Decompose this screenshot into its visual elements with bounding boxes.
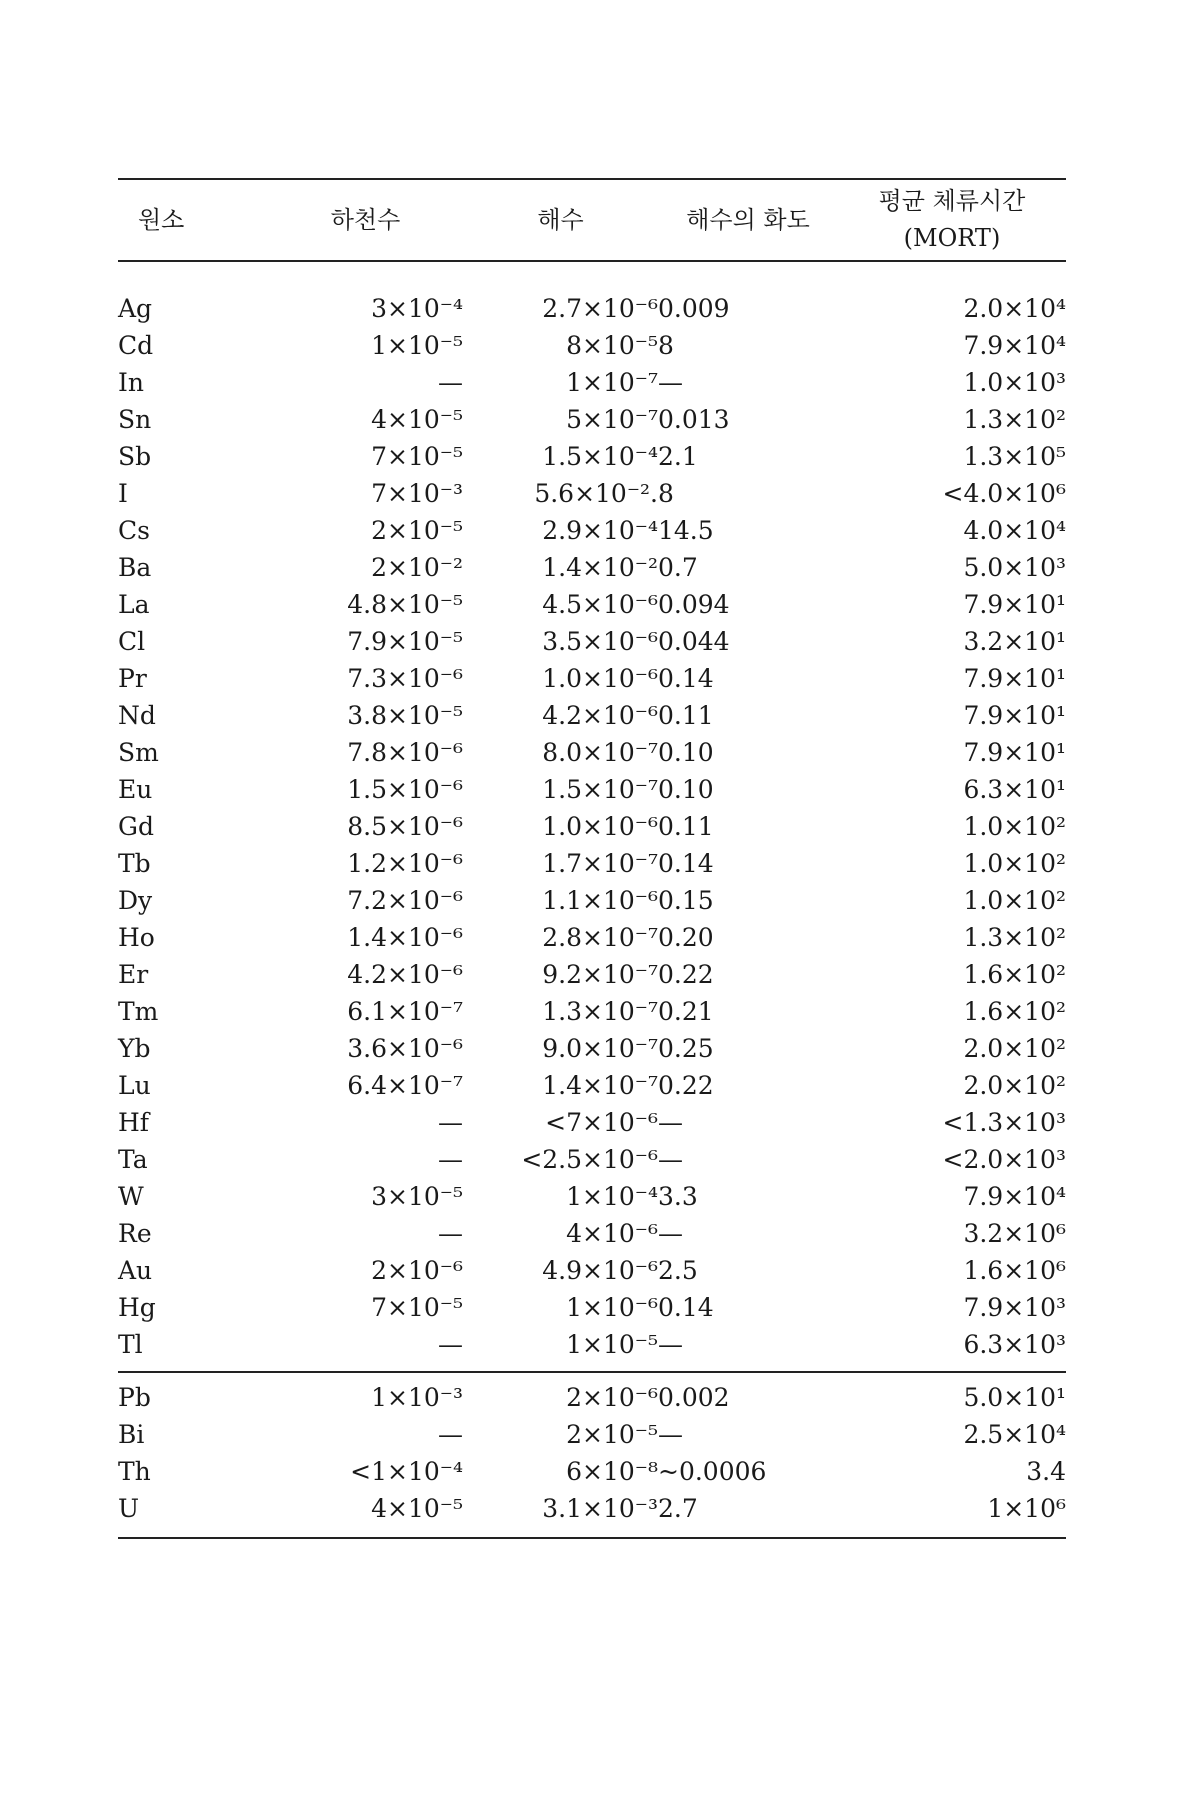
cell-residence: 1.0×10² [963,812,1066,841]
table-row [118,919,1066,956]
table-header [118,180,1066,260]
cell-residence: 2.0×10⁴ [963,294,1066,323]
cell-seawater: 4.2×10⁻⁶ [542,701,658,730]
cell-element: Hf [118,1108,150,1137]
cell-element: Hg [118,1293,156,1322]
cell-seawater: 3.1×10⁻³ [542,1494,658,1523]
cell-river: — [438,1219,463,1248]
header-enrichment: 해수의 화도 [686,205,810,234]
table-row [118,1490,1066,1527]
cell-river: 3.8×10⁻⁵ [347,701,463,730]
cell-enrichment: 0.22 [658,1071,714,1100]
cell-residence: <2.0×10³ [942,1145,1066,1174]
cell-enrichment: 0.25 [658,1034,714,1063]
cell-element: W [118,1182,144,1211]
cell-river: <1×10⁻⁴ [350,1457,463,1486]
cell-element: Tb [118,849,151,878]
cell-residence: 1.6×10² [963,997,1066,1026]
cell-residence: <1.3×10³ [942,1108,1066,1137]
cell-enrichment: 2.7 [658,1494,698,1523]
cell-element: Dy [118,886,153,915]
cell-river: 1.4×10⁻⁶ [347,923,463,952]
cell-enrichment: 3.3 [658,1182,698,1211]
cell-element: Lu [118,1071,151,1100]
cell-seawater: 9.0×10⁻⁷ [542,1034,658,1063]
cell-enrichment: 8 [658,331,674,360]
cell-residence: 1.6×10⁶ [963,1256,1066,1285]
cell-river: 4×10⁻⁵ [371,1494,463,1523]
cell-seawater: 4×10⁻⁶ [566,1219,658,1248]
cell-seawater: 1.0×10⁻⁶ [542,812,658,841]
cell-river: 7×10⁻⁵ [371,1293,463,1322]
cell-residence: 1.0×10² [963,849,1066,878]
table-row [118,808,1066,845]
cell-seawater: 2.8×10⁻⁷ [542,923,658,952]
table-row [118,1453,1066,1490]
cell-residence: 1.0×10² [963,886,1066,915]
cell-enrichment: — [658,1219,683,1248]
cell-residence: 1×10⁶ [987,1494,1066,1523]
cell-seawater: <7×10⁻⁶ [545,1108,658,1137]
cell-seawater: 1.0×10⁻⁶ [542,664,658,693]
table-body-main [118,262,1066,1363]
table-row [118,1178,1066,1215]
table-row [118,1215,1066,1252]
table-row [118,364,1066,401]
element-table-tail [118,1373,1066,1527]
element-table [118,180,1066,260]
cell-enrichment: 0.013 [658,405,730,434]
cell-seawater: 1×10⁻⁵ [566,1330,658,1359]
cell-element: Yb [118,1034,151,1063]
cell-seawater: 1×10⁻⁷ [566,368,658,397]
cell-enrichment: 0.14 [658,664,714,693]
table-row [118,1104,1066,1141]
cell-residence: 5.0×10³ [963,553,1066,582]
cell-element: La [118,590,150,619]
cell-river: 7×10⁻³ [371,479,463,508]
cell-river: 4.8×10⁻⁵ [347,590,463,619]
cell-element: Ba [118,553,152,582]
cell-element: Sm [118,738,159,767]
cell-seawater: 8×10⁻⁵ [566,331,658,360]
table-row [118,882,1066,919]
bottom-rule [118,1537,1066,1539]
cell-element: Re [118,1219,152,1248]
cell-element: Tl [118,1330,143,1359]
cell-residence: 1.3×10² [963,923,1066,952]
cell-river: 3.6×10⁻⁶ [347,1034,463,1063]
table-body-tail [118,1373,1066,1527]
table-row [118,262,1066,327]
cell-element: Th [118,1457,151,1486]
cell-residence: 7.9×10⁴ [963,1182,1066,1211]
cell-seawater: 1×10⁻⁶ [566,1293,658,1322]
cell-seawater: 1×10⁻⁴ [566,1182,658,1211]
cell-enrichment: 0.094 [658,590,730,619]
cell-enrichment: — [658,368,683,397]
cell-seawater: 1.5×10⁻⁴ [542,442,658,471]
cell-enrichment: ~0.0006 [658,1457,767,1486]
cell-enrichment: — [658,1420,683,1449]
cell-element: Cs [118,516,150,545]
cell-element: Ho [118,923,155,952]
cell-seawater: 9.2×10⁻⁷ [542,960,658,989]
cell-enrichment: — [658,1145,683,1174]
cell-enrichment: 0.15 [658,886,714,915]
cell-river: 2×10⁻⁵ [371,516,463,545]
cell-residence: <4.0×10⁶ [942,479,1066,508]
cell-enrichment: 0.21 [658,997,714,1026]
cell-enrichment: 0.044 [658,627,730,656]
cell-seawater: 5.6×10⁻². [534,479,658,508]
cell-residence: 3.4 [1026,1457,1066,1486]
cell-residence: 2.5×10⁴ [963,1420,1066,1449]
cell-seawater: 1.1×10⁻⁶ [542,886,658,915]
cell-element: Cl [118,627,146,656]
cell-river: 7.3×10⁻⁶ [347,664,463,693]
cell-enrichment: 0.14 [658,849,714,878]
table-row [118,1373,1066,1416]
cell-enrichment: 8 [658,479,674,508]
cell-enrichment: — [658,1108,683,1137]
element-table-page [118,178,1066,1539]
cell-enrichment: 0.11 [658,812,714,841]
cell-river: 8.5×10⁻⁶ [347,812,463,841]
table-row [118,1326,1066,1363]
cell-river: 1.2×10⁻⁶ [347,849,463,878]
cell-river: 3×10⁻⁵ [371,1182,463,1211]
cell-residence: 7.9×10¹ [963,590,1066,619]
cell-seawater: 4.9×10⁻⁶ [542,1256,658,1285]
table-row [118,475,1066,512]
cell-seawater: 1.4×10⁻⁷ [542,1071,658,1100]
table-row [118,401,1066,438]
table-row [118,697,1066,734]
cell-seawater: 2.7×10⁻⁶ [542,294,658,323]
cell-residence: 2.0×10² [963,1071,1066,1100]
cell-residence: 4.0×10⁴ [963,516,1066,545]
cell-element: Gd [118,812,154,841]
cell-enrichment: 0.14 [658,1293,714,1322]
table-row [118,512,1066,549]
cell-seawater: 6×10⁻⁸ [566,1457,658,1486]
table-row [118,623,1066,660]
cell-element: U [118,1494,140,1523]
header-seawater: 해수 [537,205,584,234]
cell-seawater: 8.0×10⁻⁷ [542,738,658,767]
cell-element: Sn [118,405,152,434]
cell-river: 1×10⁻³ [371,1383,463,1412]
cell-residence: 7.9×10¹ [963,701,1066,730]
cell-enrichment: 0.7 [658,553,698,582]
table-row [118,1416,1066,1453]
header-residence-sub: (MORT) [903,224,1001,252]
cell-river: 7.8×10⁻⁶ [347,738,463,767]
table-row [118,1252,1066,1289]
cell-river: 2×10⁻² [371,553,463,582]
cell-river: 1×10⁻⁵ [371,331,463,360]
table-row [118,734,1066,771]
cell-residence: 2.0×10² [963,1034,1066,1063]
header-residence [838,180,1066,260]
cell-residence: 7.9×10³ [963,1293,1066,1322]
cell-enrichment: 0.10 [658,738,714,767]
cell-residence: 1.3×10² [963,405,1066,434]
cell-element: In [118,368,144,397]
cell-element: Pr [118,664,147,693]
cell-residence: 7.9×10¹ [963,664,1066,693]
cell-element: Ta [118,1145,148,1174]
table-row [118,1289,1066,1326]
cell-river: — [438,1108,463,1137]
cell-residence: 3.2×10¹ [963,627,1066,656]
table-row [118,845,1066,882]
cell-element: Eu [118,775,153,804]
cell-river: 7.9×10⁻⁵ [347,627,463,656]
table-row [118,1067,1066,1104]
cell-river: 7×10⁻⁵ [371,442,463,471]
cell-river: 1.5×10⁻⁶ [347,775,463,804]
header-element: 원소 [138,205,185,234]
table-row [118,956,1066,993]
cell-seawater: 4.5×10⁻⁶ [542,590,658,619]
table-row [118,1141,1066,1178]
cell-element: Cd [118,331,154,360]
cell-seawater: 1.7×10⁻⁷ [542,849,658,878]
cell-residence: 6.3×10³ [963,1330,1066,1359]
cell-residence: 6.3×10¹ [963,775,1066,804]
table-row [118,549,1066,586]
cell-element: Ag [118,294,153,323]
cell-residence: 1.6×10² [963,960,1066,989]
cell-residence: 5.0×10¹ [963,1383,1066,1412]
cell-river: 3×10⁻⁴ [371,294,463,323]
cell-seawater: 1.5×10⁻⁷ [542,775,658,804]
header-river: 하천수 [330,205,401,234]
cell-enrichment: 0.11 [658,701,714,730]
cell-seawater: 5×10⁻⁷ [566,405,658,434]
cell-element: Pb [118,1383,151,1412]
cell-seawater: 2×10⁻⁵ [566,1420,658,1449]
cell-enrichment: 2.1 [658,442,698,471]
element-table-body [118,262,1066,1363]
cell-river: 2×10⁻⁶ [371,1256,463,1285]
table-row [118,993,1066,1030]
cell-seawater: <2.5×10⁻⁶ [521,1145,658,1174]
header-residence-label: 평균 체류시간 [878,187,1026,215]
cell-residence: 7.9×10¹ [963,738,1066,767]
cell-enrichment: — [658,1330,683,1359]
cell-enrichment: 0.20 [658,923,714,952]
cell-river: 6.4×10⁻⁷ [347,1071,463,1100]
cell-river: 4.2×10⁻⁶ [347,960,463,989]
table-row [118,660,1066,697]
cell-element: I [118,479,128,508]
cell-river: — [438,1420,463,1449]
cell-element: Er [118,960,149,989]
cell-element: Tm [118,997,159,1026]
cell-seawater: 1.4×10⁻² [542,553,658,582]
table-row [118,438,1066,475]
cell-residence: 1.3×10⁵ [963,442,1066,471]
cell-enrichment: 14.5 [658,516,714,545]
cell-river: — [438,1330,463,1359]
table-row [118,327,1066,364]
cell-enrichment: 0.002 [658,1383,730,1412]
cell-seawater: 2×10⁻⁶ [566,1383,658,1412]
cell-element: Sb [118,442,152,471]
cell-seawater: 3.5×10⁻⁶ [542,627,658,656]
table-row [118,586,1066,623]
cell-enrichment: 0.10 [658,775,714,804]
cell-residence: 7.9×10⁴ [963,331,1066,360]
table-row [118,771,1066,808]
cell-residence: 3.2×10⁶ [963,1219,1066,1248]
cell-river: — [438,1145,463,1174]
cell-river: — [438,368,463,397]
cell-river: 4×10⁻⁵ [371,405,463,434]
cell-element: Nd [118,701,156,730]
cell-enrichment: 2.5 [658,1256,698,1285]
cell-element: Bi [118,1420,145,1449]
cell-enrichment: 0.22 [658,960,714,989]
cell-river: 7.2×10⁻⁶ [347,886,463,915]
table-row [118,1030,1066,1067]
cell-seawater: 1.3×10⁻⁷ [542,997,658,1026]
cell-seawater: 2.9×10⁻⁴ [542,516,658,545]
cell-river: 6.1×10⁻⁷ [347,997,463,1026]
cell-residence: 1.0×10³ [963,368,1066,397]
cell-element: Au [118,1256,153,1285]
cell-enrichment: 0.009 [658,294,730,323]
